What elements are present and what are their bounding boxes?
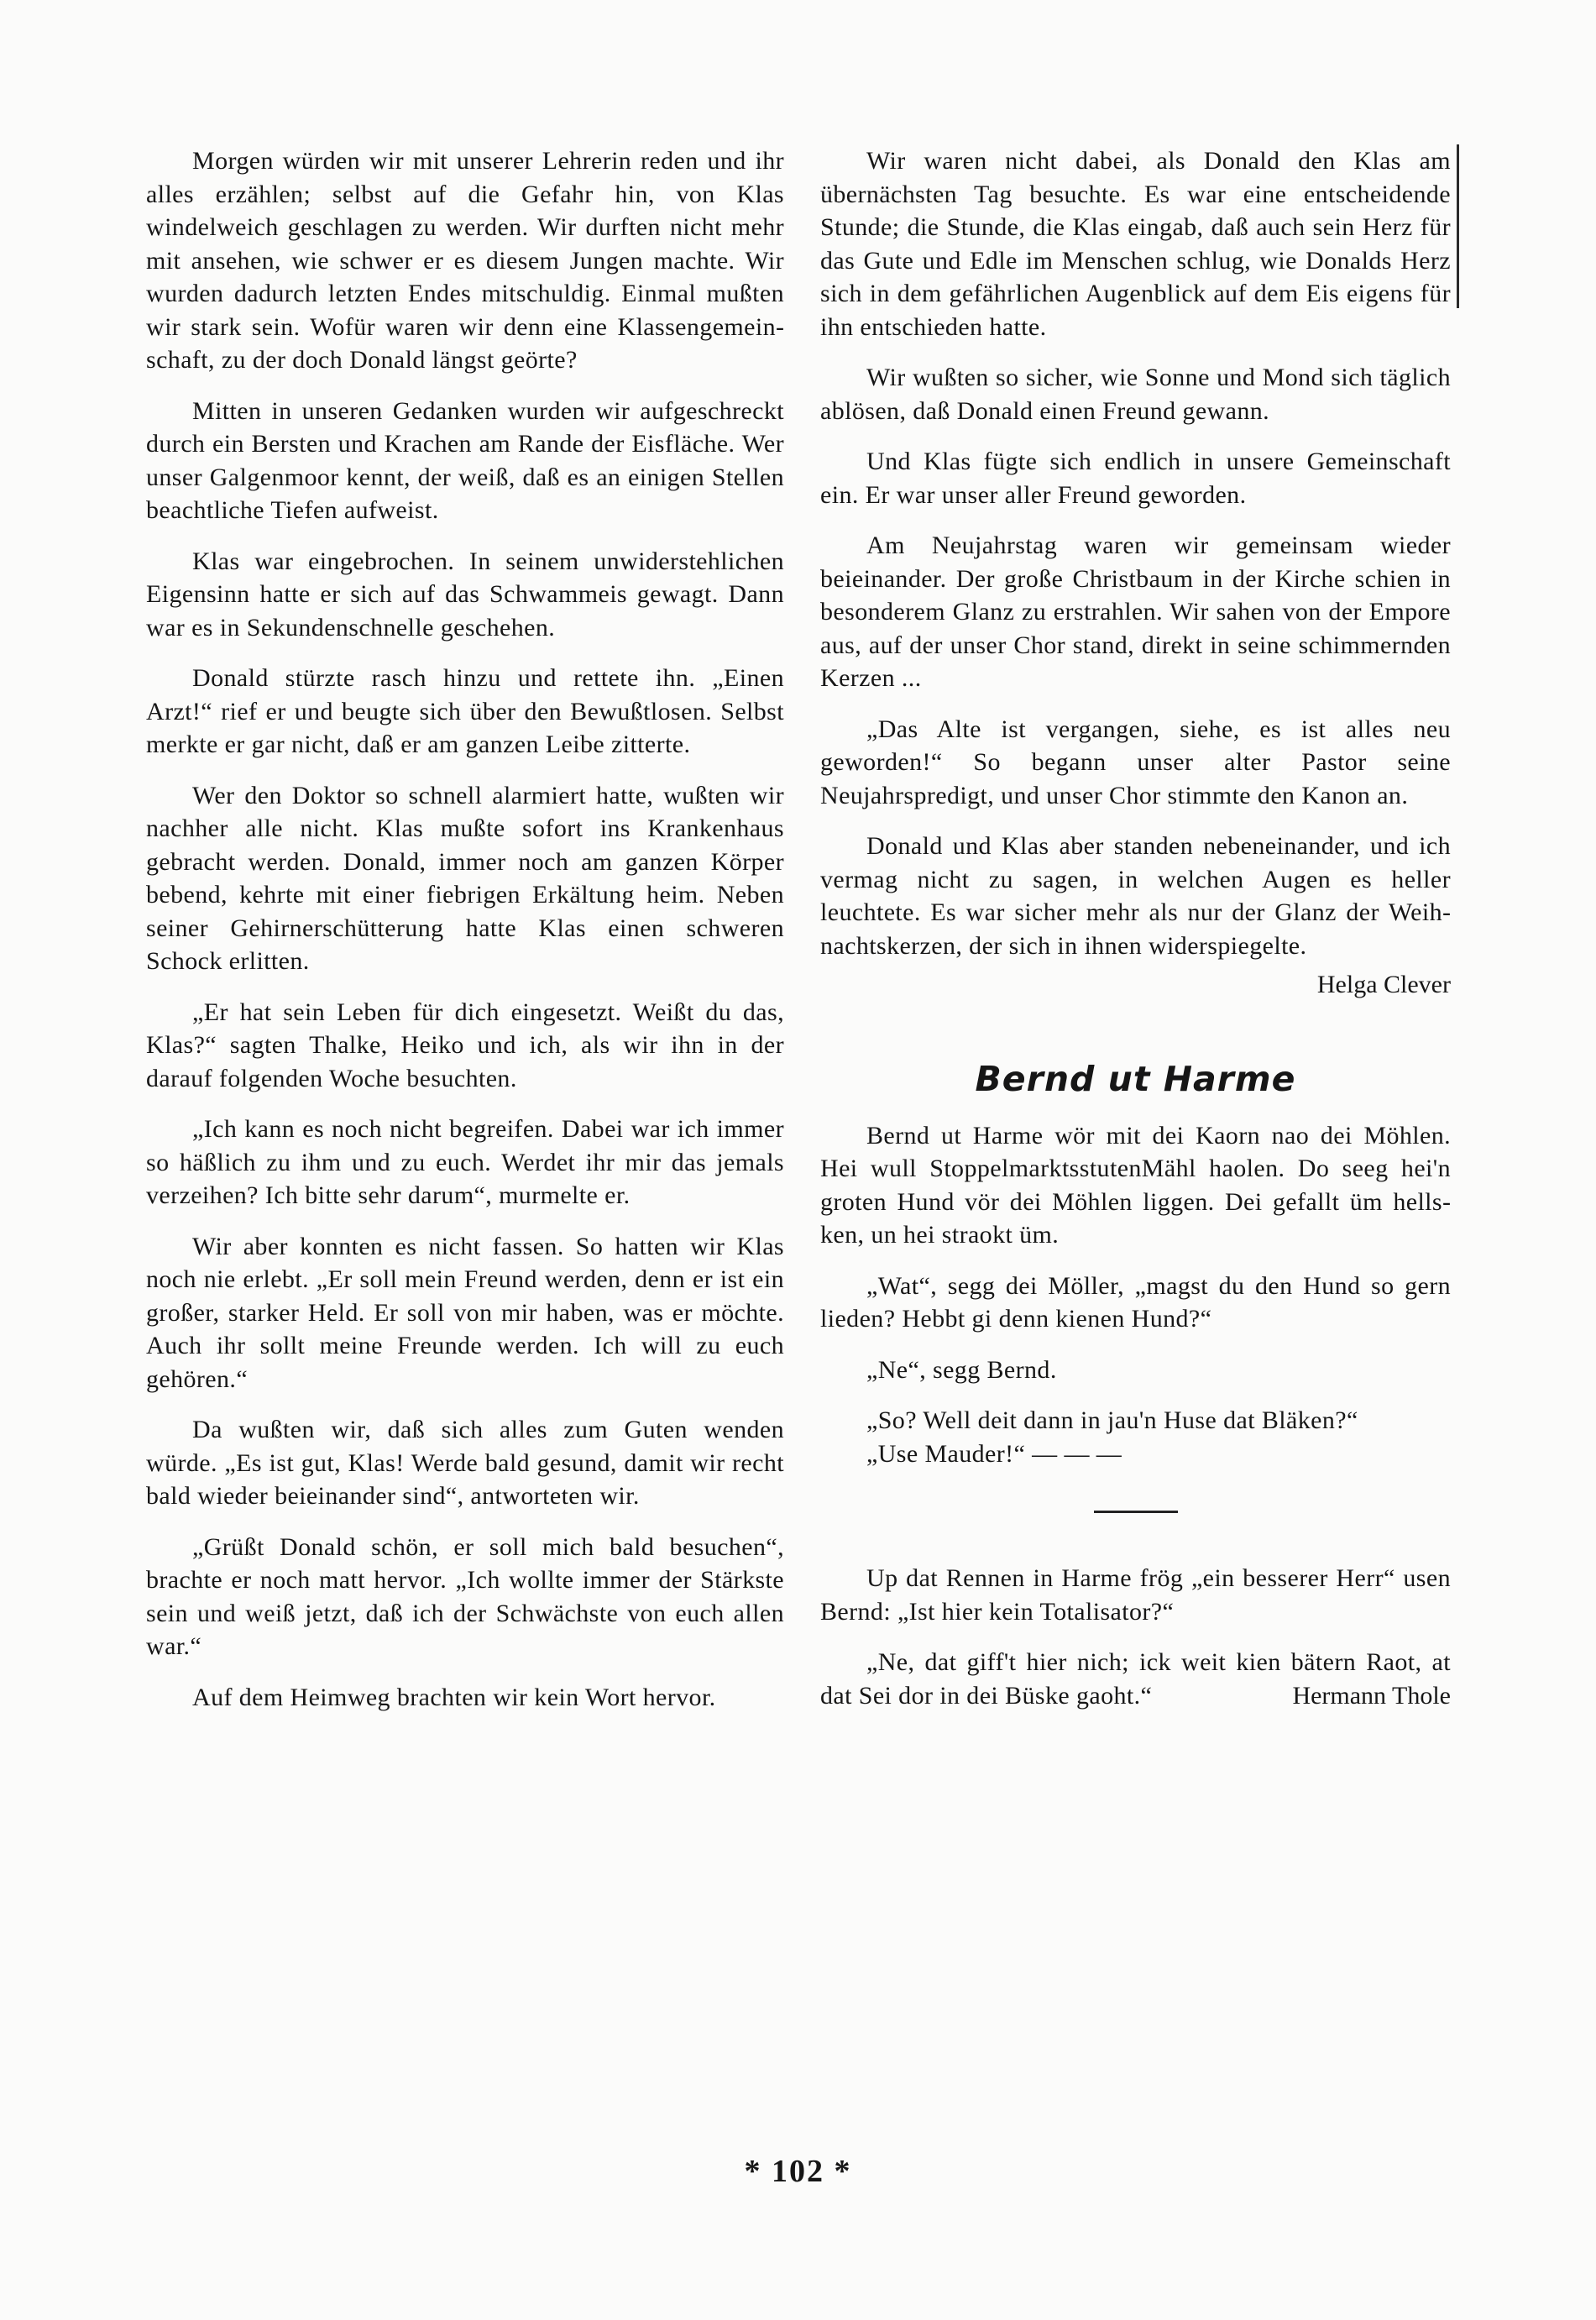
story-heading: Bernd ut Harme: [975, 1058, 1296, 1099]
paragraph: „Ich kann es noch nicht begreifen. Dabei war ich immer so häßlich zu ihm und zu euch. Werdet ihr mir das jemals verzeihen? Ich bitte sehr darum“, murmelte er.: [146, 1115, 784, 1209]
page-number: * 102 *: [744, 2154, 852, 2189]
paragraph: „Das Alte ist vergangen, siehe, es ist alles neu geworden!“ So begann unser alter Pastor seine Neujahrspredigt, und unser Chor stimmte den Kanon an.: [820, 715, 1451, 809]
paragraph: Bernd ut Harme wör mit dei Kaorn nao dei Möhlen. Hei wull StoppelmarktsstutenMähl haolen. Do seeg hei'n groten Hund vör dei Möhlen liggen. Dei gefallt üm hellsken, un hei straokt üm.: [820, 1121, 1451, 1249]
paragraph: „Use Mauder!“ — — —: [866, 1439, 1122, 1468]
paragraph: Morgen würden wir mit unserer Lehrerin reden und ihr alles erzählen; selbst auf die Gefahr hin, von Klas windelweich geschlagen zu werden. Wir durften nicht mehr mit ansehen, wie schwer er es diesem Jungen machte. Wir wurden dadurch letzten Endes mitschuldig. Einmal mußten wir stark sein. Wofür waren wir denn eine Klassengemeinschaft, zu der doch Donald längst geörte?: [146, 147, 784, 374]
section-divider: [1094, 1511, 1178, 1513]
paragraph: Da wußten wir, daß sich alles zum Guten wenden würde. „Es ist gut, Klas! Werde bald gesund, damit wir recht bald wieder beieinander sind“, antworteten wir.: [146, 1416, 784, 1510]
paragraph: „Ne“, segg Bernd.: [866, 1355, 1057, 1384]
paragraph: Donald stürzte rasch hinzu und rettete ihn. „Einen Arzt!“ rief er und beugte sich über den Bewußtlosen. Selbst merkte er gar nicht, daß er am ganzen Leibe zitterte.: [146, 664, 784, 758]
paragraph: „So? Well deit dann in jau'n Huse dat Bläken?“: [866, 1406, 1358, 1434]
author-signature: Hermann Thole: [1292, 1682, 1451, 1710]
paragraph: Klas war eingebrochen. In seinem unwiderstehlichen Eigensinn hatte er sich auf das Schwammeis gewagt. Dann war es in Sekundenschnelle geschehen.: [146, 547, 784, 642]
paragraph: „Ne, dat giff't hier nich; ick weit kien bätern Raot, at dat Sei dor in dei Büske gaoht.“: [820, 1648, 1451, 1710]
paragraph: Wir wußten so sicher, wie Sonne und Mond sich täglich ablösen, daß Donald einen Freund gewann.: [820, 364, 1451, 425]
author-signature: Helga Clever: [1316, 971, 1451, 998]
paragraph: Auf dem Heimweg brachten wir kein Wort hervor.: [192, 1683, 716, 1711]
paragraph: Mitten in unseren Gedanken wurden wir aufgeschreckt durch ein Bersten und Krachen am Rande der Eisfläche. Wer unser Galgenmoor kennt, der weiß, daß es an einigen Stellen beachtliche Tiefen aufweist.: [146, 396, 784, 524]
paragraph: „Er hat sein Leben für dich eingesetzt. Weißt du das, Klas?“ sagten Thalke, Heiko und ich, als wir ihn in der darauf folgenden Woche besuchten.: [146, 998, 784, 1092]
paragraph: Donald und Klas aber standen nebeneinander, und ich vermag nicht zu sagen, in welchen Augen es heller leuchtete. Es war sicher mehr als nur der Glanz der Weihnachtskerzen, der sich in ihnen widerspiegelte.: [820, 832, 1451, 960]
paragraph: Wir aber konnten es nicht fassen. So hatten wir Klas noch nie erlebt. „Er soll mein Freund werden, denn er ist ein großer, starker Held. Er soll von mir haben, was er möchte. Auch ihr sollt meine Freunde werden. Ich will zu euch gehören.“: [146, 1232, 784, 1393]
paragraph: Am Neujahrstag waren wir gemeinsam wieder beieinander. Der große Christbaum in der Kirche schien in besonderem Glanz zu erstrahlen. Wir sahen von der Empore aus, auf der unser Chor stand, direkt in seine schimmernden Kerzen ...: [820, 532, 1451, 692]
left-column: [146, 144, 784, 1731]
paragraph: „Grüßt Donald schön, er soll mich bald besuchen“, brachte er noch matt hervor. „Ich wollte immer der Stärkste sein und weiß jetzt, daß ich der Schwächste von euch allen war.“: [146, 1532, 784, 1660]
paragraph: Wir waren nicht dabei, als Donald den Klas am übernächsten Tag besuchte. Es war eine entscheidende Stunde; die Stunde, die Klas eingab, daß auch sein Herz für das Gute und Edle im Menschen schlug, wie Donalds Herz sich in dem gefährlichen Augenblick auf dem Eis eigens für ihn entschieden hatte.: [820, 147, 1451, 341]
paragraph: Up dat Rennen in Harme frög „ein besserer Herr“ usen Bernd: „Ist hier kein Totalisator?“: [820, 1564, 1451, 1626]
paragraph: Wer den Doktor so schnell alarmiert hatte, wußten wir nachher alle nicht. Klas mußte sofort ins Krankenhaus gebracht werden. Donald, immer noch am ganzen Körper bebend, kehrte mit einer fiebrigen Erkältung heim. Neben seiner Gehirnerschütterung hatte Klas einen schweren Schock erlitten.: [146, 781, 784, 975]
paragraph: „Wat“, segg dei Möller, „magst du den Hund so gern lieden? Hebbt gi denn kienen Hund?“: [820, 1271, 1451, 1333]
paragraph: Und Klas fügte sich endlich in unsere Gemeinschaft ein. Er war unser aller Freund geworden.: [820, 448, 1451, 509]
right-column: [820, 144, 1451, 1713]
